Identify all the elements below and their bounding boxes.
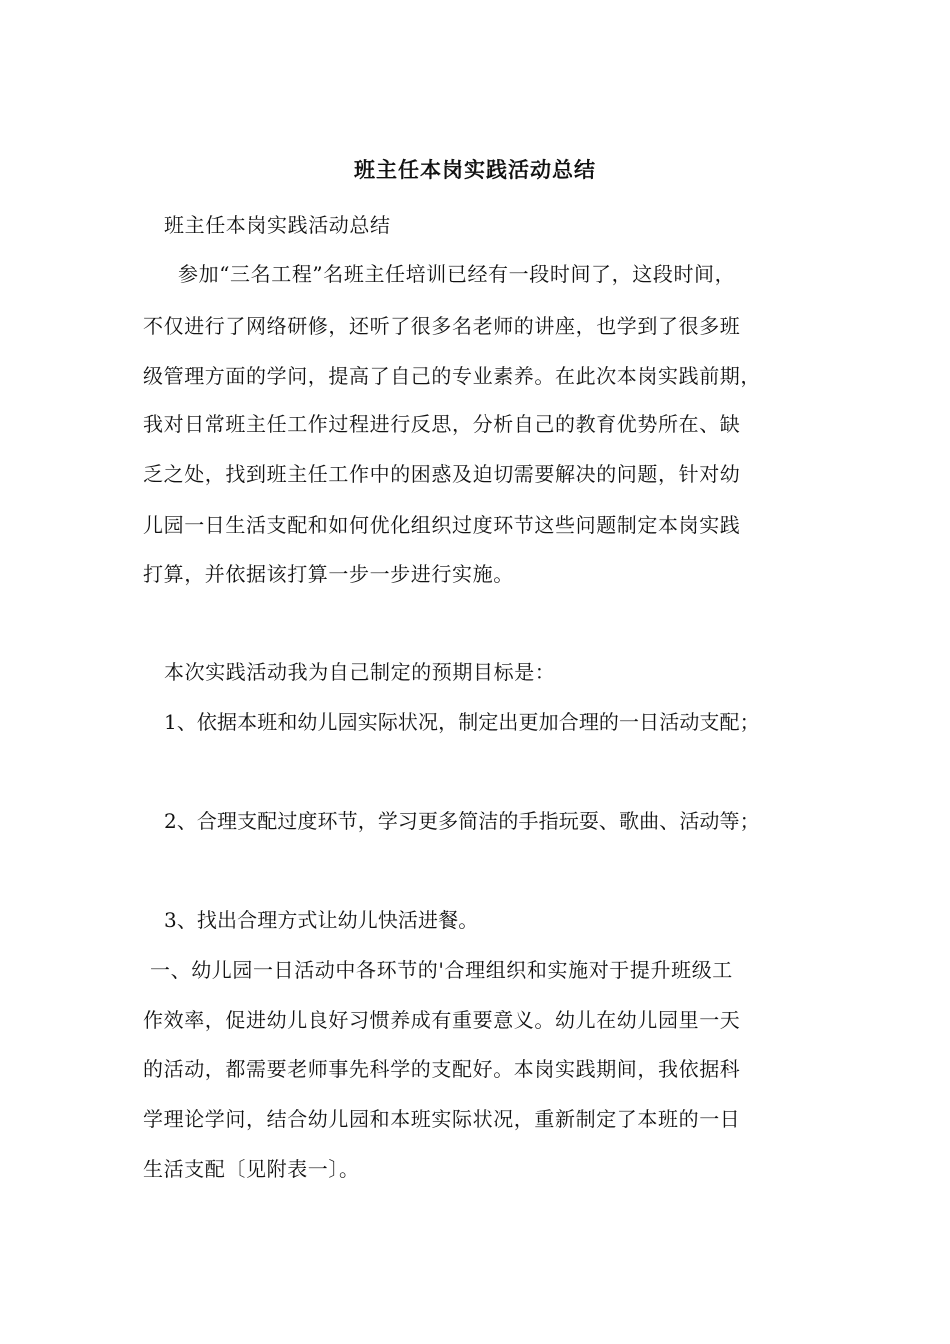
intro-line: 不仅进行了网络研修，还听了很多名老师的讲座，也学到了很多班 (143, 314, 741, 338)
intro-line: 参加“三名工程”名班主任培训已经有一段时间了，这段时间， (178, 262, 736, 286)
intro-line: 级管理方面的学问，提高了自己的专业素养。在此次本岗实践前期， (143, 364, 761, 388)
intro-line: 我对日常班主任工作过程进行反思，分析自己的教育优势所在、缺 (143, 412, 741, 436)
section1-line: 作效率，促进幼儿良好习惯养成有重要意义。幼儿在幼儿园里一天 (143, 1008, 741, 1032)
goals-heading: 本次实践活动我为自己制定的预期目标是： (164, 660, 556, 684)
intro-line: 乏之处，找到班主任工作中的困惑及迫切需要解决的问题，针对幼 (143, 462, 741, 486)
document-title: 班主任本岗实践活动总结 (354, 157, 596, 182)
section1-line: 学理论学问，结合幼儿园和本班实际状况，重新制定了本班的一日 (143, 1107, 741, 1131)
document-subtitle: 班主任本岗实践活动总结 (164, 213, 391, 237)
goal-item: 3、找出合理方式让幼儿快活进餐。 (164, 908, 479, 932)
section1-line: 的活动，都需要老师事先科学的支配好。本岗实践期间，我依据科 (143, 1057, 741, 1081)
goal-item: 1、依据本班和幼儿园实际状况，制定出更加合理的一日活动支配； (164, 710, 760, 734)
intro-line: 儿园一日生活支配和如何优化组织过度环节这些问题制定本岗实践 (143, 513, 741, 537)
section1-line: 一、幼儿园一日活动中各环节的'合理组织和实施对于提升班级工 (150, 958, 733, 982)
goal-item: 2、合理支配过度环节，学习更多简洁的手指玩耍、歌曲、活动等； (164, 809, 760, 833)
section1-line: 生活支配〔见附表一〕。 (143, 1157, 360, 1181)
intro-line: 打算，并依据该打算一步一步进行实施。 (143, 562, 514, 586)
